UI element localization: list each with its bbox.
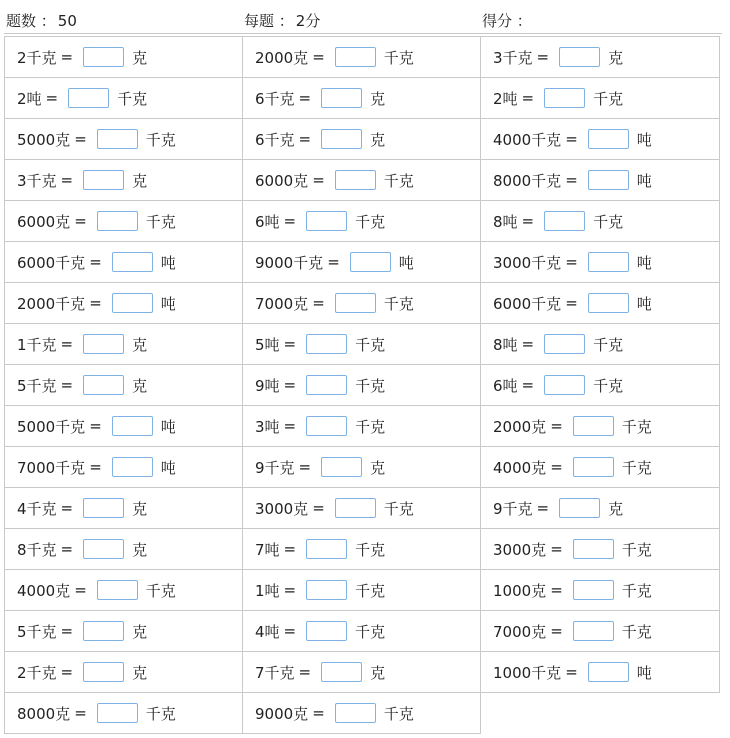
problem-cell [5, 447, 243, 488]
question-count [6, 10, 77, 31]
problem-cell [243, 611, 481, 652]
problem-cell [5, 365, 243, 406]
problem-quantity: 6千克 [255, 130, 295, 149]
problem-quantity: 5千克 [17, 622, 57, 641]
answer-input[interactable] [588, 662, 629, 682]
problem-cell [481, 652, 720, 693]
problem-quantity: 7000克 [255, 294, 309, 313]
problem-cell [481, 570, 720, 611]
target-unit: 吨 [160, 253, 176, 272]
problem-quantity: 4000克 [17, 581, 71, 600]
problem-quantity: 5千克 [17, 376, 57, 395]
problem-cell [243, 324, 481, 365]
answer-input[interactable] [83, 539, 124, 559]
equals-sign: = [298, 89, 312, 107]
target-unit: 千克 [355, 376, 386, 395]
problem-cell [481, 611, 720, 652]
problem-cell [481, 119, 720, 160]
answer-input[interactable] [306, 416, 347, 436]
answer-input[interactable] [306, 375, 347, 395]
equals-sign: = [312, 499, 325, 517]
equals-sign: = [74, 130, 87, 148]
problem-quantity: 1千克 [17, 335, 57, 354]
equals-sign: = [89, 458, 102, 476]
target-unit: 千克 [355, 622, 386, 641]
equals-sign: = [60, 171, 74, 189]
problem-cell [5, 488, 243, 529]
problem-cell [5, 283, 243, 324]
target-unit: 千克 [593, 376, 624, 395]
problem-cell [243, 488, 481, 529]
problem-cell [243, 119, 481, 160]
problem-quantity: 2000克 [493, 417, 547, 436]
answer-input[interactable] [306, 621, 347, 641]
target-unit: 千克 [145, 130, 176, 149]
problem-quantity: 3千克 [17, 171, 57, 190]
problem-cell [243, 37, 481, 78]
problem-cell [243, 160, 481, 201]
answer-input[interactable] [321, 457, 362, 477]
equals-sign: = [283, 540, 297, 558]
problem-cell [5, 652, 243, 693]
equals-sign: = [550, 622, 563, 640]
problem-quantity: 8千克 [17, 540, 57, 559]
equals-sign: = [312, 171, 325, 189]
problem-quantity: 2千克 [17, 48, 57, 67]
equals-sign: = [60, 540, 74, 558]
equals-sign: = [521, 335, 535, 353]
answer-input[interactable] [97, 211, 138, 231]
target-unit: 千克 [355, 335, 386, 354]
target-unit: 克 [132, 376, 148, 395]
answer-input[interactable] [112, 457, 153, 477]
problem-cell [481, 242, 720, 283]
equals-sign: = [521, 89, 535, 107]
answer-input[interactable] [97, 580, 138, 600]
answer-input[interactable] [544, 88, 585, 108]
problem-quantity: 3000千克 [493, 253, 562, 272]
target-unit: 千克 [355, 540, 386, 559]
problem-quantity: 9000克 [255, 704, 309, 723]
problem-cell [5, 529, 243, 570]
answer-input[interactable] [83, 47, 124, 67]
answer-input[interactable] [544, 375, 585, 395]
answer-input[interactable] [83, 334, 124, 354]
equals-sign: = [74, 704, 87, 722]
problem-quantity: 8000克 [17, 704, 71, 723]
problem-cell [481, 447, 720, 488]
target-unit: 千克 [355, 417, 386, 436]
answer-input[interactable] [573, 580, 614, 600]
target-unit: 千克 [593, 335, 624, 354]
problem-quantity: 2000克 [255, 48, 309, 67]
problem-cell [5, 406, 243, 447]
equals-sign: = [312, 704, 325, 722]
problem-quantity: 6000千克 [17, 253, 86, 272]
problem-quantity: 3000克 [493, 540, 547, 559]
question-count-label: 题数 ： [6, 12, 56, 30]
problem-quantity: 8000千克 [493, 171, 562, 190]
equals-sign: = [298, 663, 312, 681]
target-unit: 千克 [383, 499, 414, 518]
problem-quantity: 9千克 [493, 499, 533, 518]
empty-cell [481, 693, 720, 734]
equals-sign: = [74, 212, 87, 230]
target-unit: 千克 [145, 212, 176, 231]
target-unit: 千克 [145, 704, 176, 723]
problem-cell [481, 78, 720, 119]
problem-quantity: 6吨 [493, 376, 518, 395]
problem-quantity: 2千克 [17, 663, 57, 682]
problem-cell [481, 529, 720, 570]
problem-cell [243, 78, 481, 119]
problem-cell [243, 283, 481, 324]
worksheet-header [0, 0, 730, 34]
target-unit: 千克 [355, 581, 386, 600]
header-divider [4, 33, 722, 34]
problem-quantity: 9吨 [255, 376, 280, 395]
equals-sign: = [45, 89, 59, 107]
equals-sign: = [283, 581, 297, 599]
problem-quantity: 5000克 [17, 130, 71, 149]
problem-cell [243, 693, 481, 734]
equals-sign: = [298, 130, 312, 148]
target-unit: 克 [370, 458, 386, 477]
problem-cell [5, 570, 243, 611]
target-unit: 吨 [636, 663, 652, 682]
problem-cell [243, 406, 481, 447]
target-unit: 克 [132, 171, 148, 190]
target-unit: 千克 [117, 89, 148, 108]
equals-sign: = [60, 48, 74, 66]
target-unit: 克 [370, 89, 386, 108]
answer-input[interactable] [97, 129, 138, 149]
problem-quantity: 3000克 [255, 499, 309, 518]
target-unit: 吨 [160, 458, 176, 477]
problem-cell [481, 488, 720, 529]
problem-quantity: 3千克 [493, 48, 533, 67]
problem-cell [481, 324, 720, 365]
problem-quantity: 4000克 [493, 458, 547, 477]
points-per-question [244, 10, 320, 31]
target-unit: 克 [370, 130, 386, 149]
problem-cell [243, 201, 481, 242]
answer-input[interactable] [321, 88, 362, 108]
problem-quantity: 8吨 [493, 212, 518, 231]
problem-cell [5, 242, 243, 283]
answer-input[interactable] [588, 252, 629, 272]
problem-quantity: 7000克 [493, 622, 547, 641]
answer-input[interactable] [335, 170, 376, 190]
equals-sign: = [521, 212, 535, 230]
target-unit: 千克 [621, 417, 652, 436]
problem-cell [5, 324, 243, 365]
problem-cell [243, 242, 481, 283]
problem-quantity: 6000克 [17, 212, 71, 231]
problem-quantity: 4吨 [255, 622, 280, 641]
answer-input[interactable] [83, 375, 124, 395]
problem-cell [243, 365, 481, 406]
equals-sign: = [60, 622, 74, 640]
target-unit: 千克 [383, 704, 414, 723]
equals-sign: = [60, 499, 74, 517]
target-unit: 吨 [636, 171, 652, 190]
equals-sign: = [521, 376, 535, 394]
equals-sign: = [536, 48, 550, 66]
problem-quantity: 2吨 [493, 89, 518, 108]
equals-sign: = [74, 581, 87, 599]
target-unit: 千克 [383, 48, 414, 67]
equals-sign: = [565, 663, 578, 681]
answer-input[interactable] [306, 580, 347, 600]
target-unit: 千克 [383, 171, 414, 190]
equals-sign: = [565, 253, 578, 271]
equals-sign: = [60, 376, 74, 394]
problem-cell [5, 611, 243, 652]
problem-cell [243, 652, 481, 693]
target-unit: 吨 [398, 253, 414, 272]
problem-cell [243, 447, 481, 488]
problem-quantity: 6吨 [255, 212, 280, 231]
answer-input[interactable] [559, 47, 600, 67]
answer-input[interactable] [335, 293, 376, 313]
problem-quantity: 5000千克 [17, 417, 86, 436]
equals-sign: = [327, 253, 340, 271]
equals-sign: = [550, 540, 563, 558]
equals-sign: = [283, 376, 297, 394]
problem-quantity: 6000克 [255, 171, 309, 190]
answer-input[interactable] [559, 498, 600, 518]
answer-input[interactable] [68, 88, 109, 108]
equals-sign: = [565, 171, 578, 189]
problem-quantity: 7000千克 [17, 458, 86, 477]
equals-sign: = [312, 48, 325, 66]
answer-input[interactable] [573, 539, 614, 559]
target-unit: 千克 [355, 212, 386, 231]
answer-input[interactable] [588, 293, 629, 313]
equals-sign: = [298, 458, 312, 476]
problem-cell [5, 37, 243, 78]
problem-quantity: 6千克 [255, 89, 295, 108]
target-unit: 千克 [593, 89, 624, 108]
problem-cell [5, 119, 243, 160]
target-unit: 千克 [621, 540, 652, 559]
answer-input[interactable] [83, 170, 124, 190]
target-unit: 吨 [636, 130, 652, 149]
problem-quantity: 8吨 [493, 335, 518, 354]
answer-input[interactable] [112, 416, 153, 436]
answer-input[interactable] [321, 129, 362, 149]
problem-quantity: 9000千克 [255, 253, 324, 272]
target-unit: 千克 [593, 212, 624, 231]
target-unit: 克 [608, 48, 624, 67]
equals-sign: = [283, 622, 297, 640]
problem-quantity: 4000千克 [493, 130, 562, 149]
target-unit: 克 [132, 540, 148, 559]
problem-cell [481, 160, 720, 201]
equals-sign: = [60, 663, 74, 681]
problem-quantity: 1000克 [493, 581, 547, 600]
answer-input[interactable] [112, 252, 153, 272]
answer-input[interactable] [335, 703, 376, 723]
problem-quantity: 3吨 [255, 417, 280, 436]
problem-cell [5, 693, 243, 734]
equals-sign: = [565, 294, 578, 312]
answer-input[interactable] [321, 662, 362, 682]
target-unit: 千克 [621, 622, 652, 641]
answer-input[interactable] [112, 293, 153, 313]
problem-cell [243, 570, 481, 611]
answer-input[interactable] [83, 498, 124, 518]
problem-quantity: 5吨 [255, 335, 280, 354]
problem-cell [5, 160, 243, 201]
problem-quantity: 6000千克 [493, 294, 562, 313]
problem-quantity: 1吨 [255, 581, 280, 600]
answer-input[interactable] [588, 129, 629, 149]
points-per-question-label: 每题 ： [244, 12, 294, 30]
equals-sign: = [550, 458, 563, 476]
equals-sign: = [89, 253, 102, 271]
equals-sign: = [60, 335, 74, 353]
answer-input[interactable] [573, 416, 614, 436]
problem-quantity: 7千克 [255, 663, 295, 682]
equals-sign: = [89, 417, 102, 435]
answer-input[interactable] [544, 211, 585, 231]
problem-quantity: 9千克 [255, 458, 295, 477]
answer-input[interactable] [573, 621, 614, 641]
problem-grid [4, 36, 720, 734]
answer-input[interactable] [544, 334, 585, 354]
equals-sign: = [550, 417, 563, 435]
target-unit: 吨 [160, 294, 176, 313]
target-unit: 克 [370, 663, 386, 682]
target-unit: 克 [132, 48, 148, 67]
equals-sign: = [312, 294, 325, 312]
target-unit: 吨 [636, 253, 652, 272]
target-unit: 吨 [636, 294, 652, 313]
problem-quantity: 2000千克 [17, 294, 86, 313]
problem-quantity: 2吨 [17, 89, 42, 108]
answer-input[interactable] [97, 703, 138, 723]
equals-sign: = [89, 294, 102, 312]
answer-input[interactable] [306, 211, 347, 231]
score-label: 得分 ： [482, 12, 532, 30]
answer-input[interactable] [573, 457, 614, 477]
problem-cell [243, 529, 481, 570]
answer-input[interactable] [83, 662, 124, 682]
equals-sign: = [565, 130, 578, 148]
problem-cell [481, 365, 720, 406]
problem-cell [481, 283, 720, 324]
points-per-question-value: 2分 [295, 12, 321, 30]
equals-sign: = [536, 499, 550, 517]
equals-sign: = [550, 581, 563, 599]
target-unit: 千克 [621, 581, 652, 600]
target-unit: 千克 [383, 294, 414, 313]
problem-quantity: 4千克 [17, 499, 57, 518]
problem-cell [481, 406, 720, 447]
target-unit: 克 [132, 335, 148, 354]
answer-input[interactable] [306, 539, 347, 559]
target-unit: 千克 [621, 458, 652, 477]
answer-input[interactable] [335, 498, 376, 518]
equals-sign: = [283, 417, 297, 435]
answer-input[interactable] [83, 621, 124, 641]
target-unit: 克 [132, 622, 148, 641]
target-unit: 吨 [160, 417, 176, 436]
target-unit: 克 [132, 499, 148, 518]
problem-cell [5, 201, 243, 242]
question-count-value: 50 [57, 12, 77, 30]
equals-sign: = [283, 212, 297, 230]
score [482, 10, 532, 31]
target-unit: 克 [608, 499, 624, 518]
answer-input[interactable] [306, 334, 347, 354]
problem-quantity: 7吨 [255, 540, 280, 559]
problem-cell [481, 37, 720, 78]
problem-cell [5, 78, 243, 119]
equals-sign: = [283, 335, 297, 353]
problem-quantity: 1000千克 [493, 663, 562, 682]
answer-input[interactable] [350, 252, 391, 272]
target-unit: 克 [132, 663, 148, 682]
problem-cell [481, 201, 720, 242]
target-unit: 千克 [145, 581, 176, 600]
answer-input[interactable] [335, 47, 376, 67]
answer-input[interactable] [588, 170, 629, 190]
